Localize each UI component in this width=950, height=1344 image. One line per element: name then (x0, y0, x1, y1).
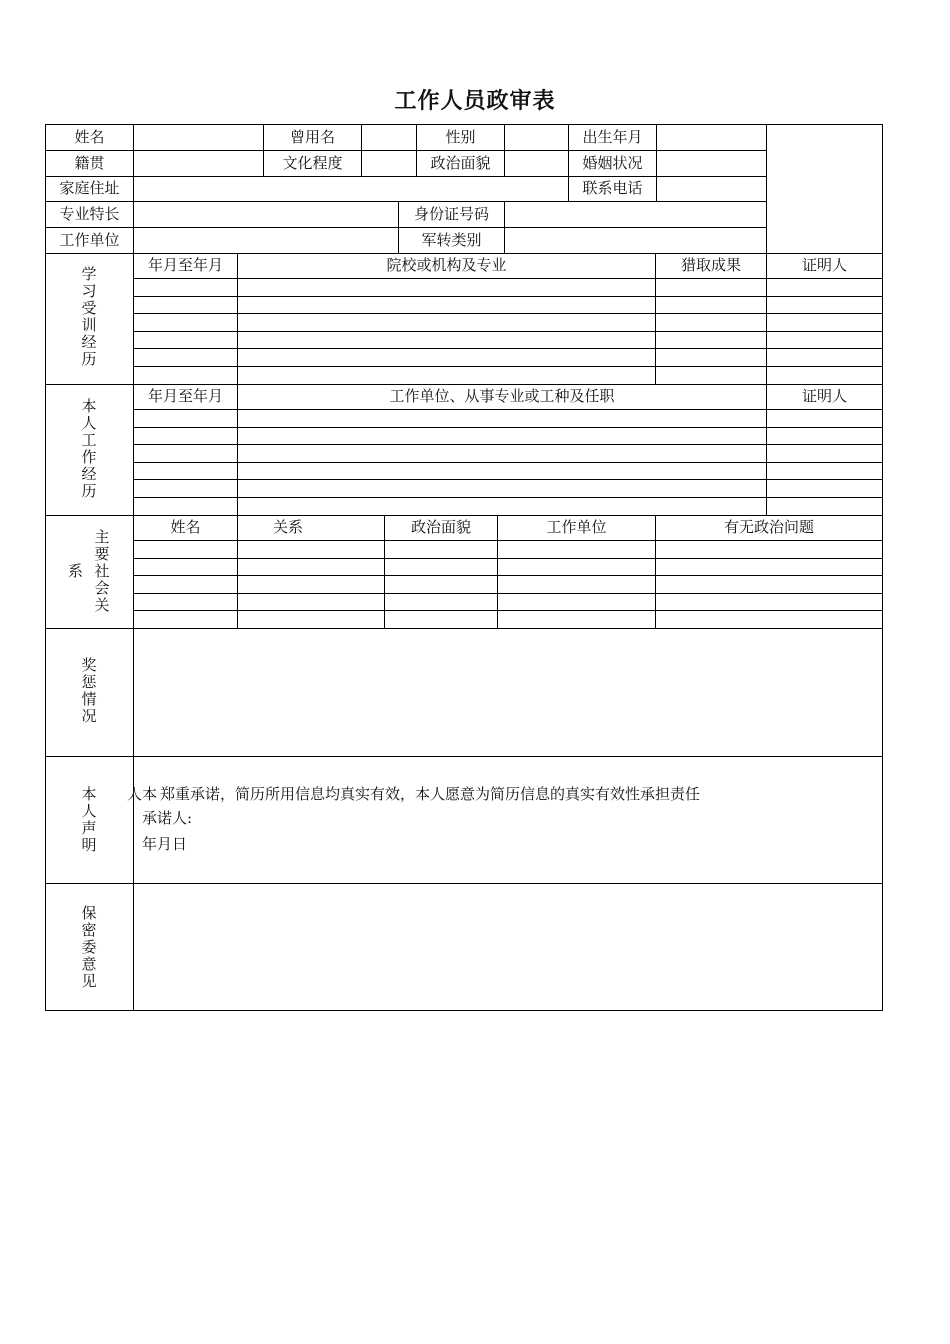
table-border-top (45, 124, 883, 125)
section-divider (45, 515, 883, 516)
declaration-prefix: 人本 (127, 785, 158, 803)
row-divider (133, 278, 883, 279)
section-divider (45, 384, 883, 385)
social-section-label: 主要社会关 (94, 528, 110, 614)
section-divider (45, 883, 883, 884)
social-col-issue: 有无政治问题 (723, 518, 814, 536)
declaration-date: 年月日 (142, 835, 188, 853)
row-divider (133, 366, 883, 367)
row-divider (133, 479, 883, 480)
label-birth: 出生年月 (582, 128, 643, 146)
label-specialty: 专业特长 (59, 205, 120, 223)
label-military-transfer: 军转类别 (421, 231, 482, 249)
label-native-place: 籍贯 (74, 154, 105, 172)
row-divider (45, 150, 766, 151)
label-id-number: 身份证号码 (413, 205, 489, 223)
row-divider (45, 176, 766, 177)
work-col-witness: 证明人 (801, 387, 847, 405)
label-political-status: 政治面貌 (430, 154, 491, 172)
study-col-result: 猎取成果 (680, 256, 741, 274)
row-divider (133, 593, 883, 594)
label-former-name: 曾用名 (289, 128, 335, 146)
social-col-unit: 工作单位 (546, 518, 607, 536)
declaration-statement: 郑重承诺，简历所用信息均真实有效，本人愿意为简历信息的真实有效性承担责任 (160, 785, 701, 803)
table-border-bottom (45, 1010, 883, 1011)
row-divider (133, 444, 883, 445)
study-col-period: 年月至年月 (147, 256, 223, 274)
label-home-address: 家庭住址 (59, 179, 120, 197)
row-divider (133, 540, 883, 541)
label-marital-status: 婚姻状况 (582, 154, 643, 172)
row-divider (133, 409, 883, 410)
study-col-witness: 证明人 (801, 256, 847, 274)
row-divider (133, 296, 883, 297)
row-divider (45, 227, 766, 228)
declaration-section-label: 本人声明 (81, 785, 97, 854)
label-gender: 性别 (445, 128, 476, 146)
row-divider (133, 313, 883, 314)
review-section-label: 保密委意见 (81, 904, 97, 990)
row-divider (133, 331, 883, 332)
work-section-label: 本人工作经历 (81, 397, 97, 500)
social-section-label-tail: 系 (68, 562, 84, 580)
label-education: 文化程度 (282, 154, 343, 172)
col-divider (133, 124, 134, 253)
section-divider (45, 253, 883, 254)
social-col-relation: 关系 (272, 518, 303, 536)
social-col-political: 政治面貌 (410, 518, 471, 536)
row-divider (133, 558, 883, 559)
col-divider (656, 124, 657, 201)
table-border-right (882, 124, 883, 1011)
col-divider (504, 124, 505, 176)
page-title: 工作人员政审表 (394, 89, 556, 114)
row-divider (133, 348, 883, 349)
table-border-left (45, 124, 46, 1011)
work-col-unit: 工作单位、从事专业或工种及任职 (389, 387, 615, 405)
label-work-unit: 工作单位 (59, 231, 120, 249)
row-divider (133, 497, 883, 498)
section-divider (45, 756, 883, 757)
col-divider (361, 124, 362, 176)
label-name: 姓名 (74, 128, 105, 146)
work-col-period: 年月至年月 (147, 387, 223, 405)
col-divider (504, 201, 505, 253)
declaration-signer: 承诺人: (142, 809, 193, 827)
row-divider (45, 201, 766, 202)
study-section-label: 学习受训经历 (81, 265, 97, 368)
label-phone: 联系电话 (582, 179, 643, 197)
section-divider (45, 628, 883, 629)
row-divider (133, 427, 883, 428)
social-col-name: 姓名 (170, 518, 201, 536)
row-divider (133, 462, 883, 463)
row-divider (133, 575, 883, 576)
col-divider (766, 124, 767, 253)
row-divider (133, 610, 883, 611)
rewards-section-label: 奖惩情况 (81, 656, 97, 725)
study-col-school: 院校或机构及专业 (386, 256, 507, 274)
